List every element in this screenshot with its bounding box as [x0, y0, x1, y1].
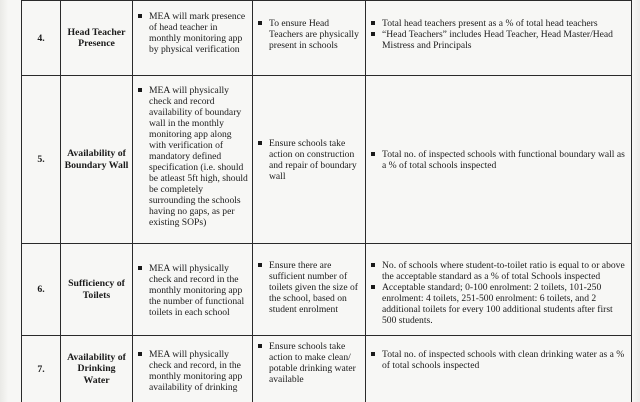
indicator-name: Availability of Boundary Wall — [61, 76, 133, 244]
indicator-item: Acceptable standard; 0-100 enrolment: 2 toilets, 101-250 enrolment: 4 toilets, 251-500 enrolment: 6 toilets, and 2 additional toilets for every 100 additional students after first 500 students. — [370, 282, 627, 326]
mea-action — [133, 76, 253, 244]
row-number: 5. — [22, 76, 61, 244]
row-number: 6. — [22, 244, 61, 336]
table-row-drinking-water — [22, 336, 632, 402]
measurement-indicators — [366, 244, 632, 336]
mea-action — [133, 1, 253, 76]
mea-action-text: MEA will physically check and record availability of boundary wall in the monthly monitoring app along with verification of mandatory defined specification (i.e. should be atleast 5ft high, should be completely surrounding the schools having no gaps, as per existing SOPs) — [137, 85, 248, 228]
indicator-item: No. of schools where student-to-toilet ratio is equal to or above the acceptable standard as a % of total Schools inspected — [370, 260, 627, 282]
indicator-name: Head Teacher Presence — [61, 1, 133, 76]
mea-action-text: MEA will mark presence of head teacher in monthly monitoring app by physical verification — [137, 11, 248, 55]
objective-text: Ensure schools take action to make clean/ potable drinking water available — [257, 341, 361, 385]
monitoring-table — [21, 0, 632, 402]
objective — [253, 76, 366, 244]
mea-action — [133, 336, 253, 402]
objective-text: Ensure schools take action on construction and repair of boundary wall — [257, 138, 361, 182]
objective — [253, 336, 366, 402]
table-row-boundary-wall — [22, 76, 632, 244]
mea-action — [133, 244, 253, 336]
row-number: 4. — [22, 1, 61, 76]
table-row-toilets — [22, 244, 632, 336]
indicator-name: Sufficiency of Toilets — [61, 244, 133, 336]
indicator-name: Availability of Drinking Water — [61, 336, 133, 402]
indicator-item: Total no. of inspected schools with clean drinking water as a % of total schools inspected — [370, 349, 627, 371]
indicator-item: Total head teachers present as a % of total head teachers — [370, 18, 627, 29]
measurement-indicators — [366, 76, 632, 244]
objective-text: To ensure Head Teachers are physically present in schools — [257, 18, 361, 51]
mea-action-text: MEA will physically check and record in the monthly monitoring app the number of functional toilets in each school — [137, 263, 248, 318]
objective — [253, 244, 366, 336]
indicator-item: Total no. of inspected schools with functional boundary wall as a % of total schools inspected — [370, 149, 627, 171]
indicator-item: “Head Teachers” includes Head Teacher, Head Master/Head Mistress and Principals — [370, 29, 627, 51]
measurement-indicators — [366, 336, 632, 402]
mea-action-text: MEA will physically check and record, in the monthly monitoring app availability of drinking — [137, 349, 248, 393]
row-number: 7. — [22, 336, 61, 402]
objective-text: Ensure there are sufficient number of toilets given the size of the school, based on student enrolment — [257, 260, 361, 315]
table-row-head-teacher-presence — [22, 1, 632, 76]
objective — [253, 1, 366, 76]
measurement-indicators — [366, 1, 632, 76]
